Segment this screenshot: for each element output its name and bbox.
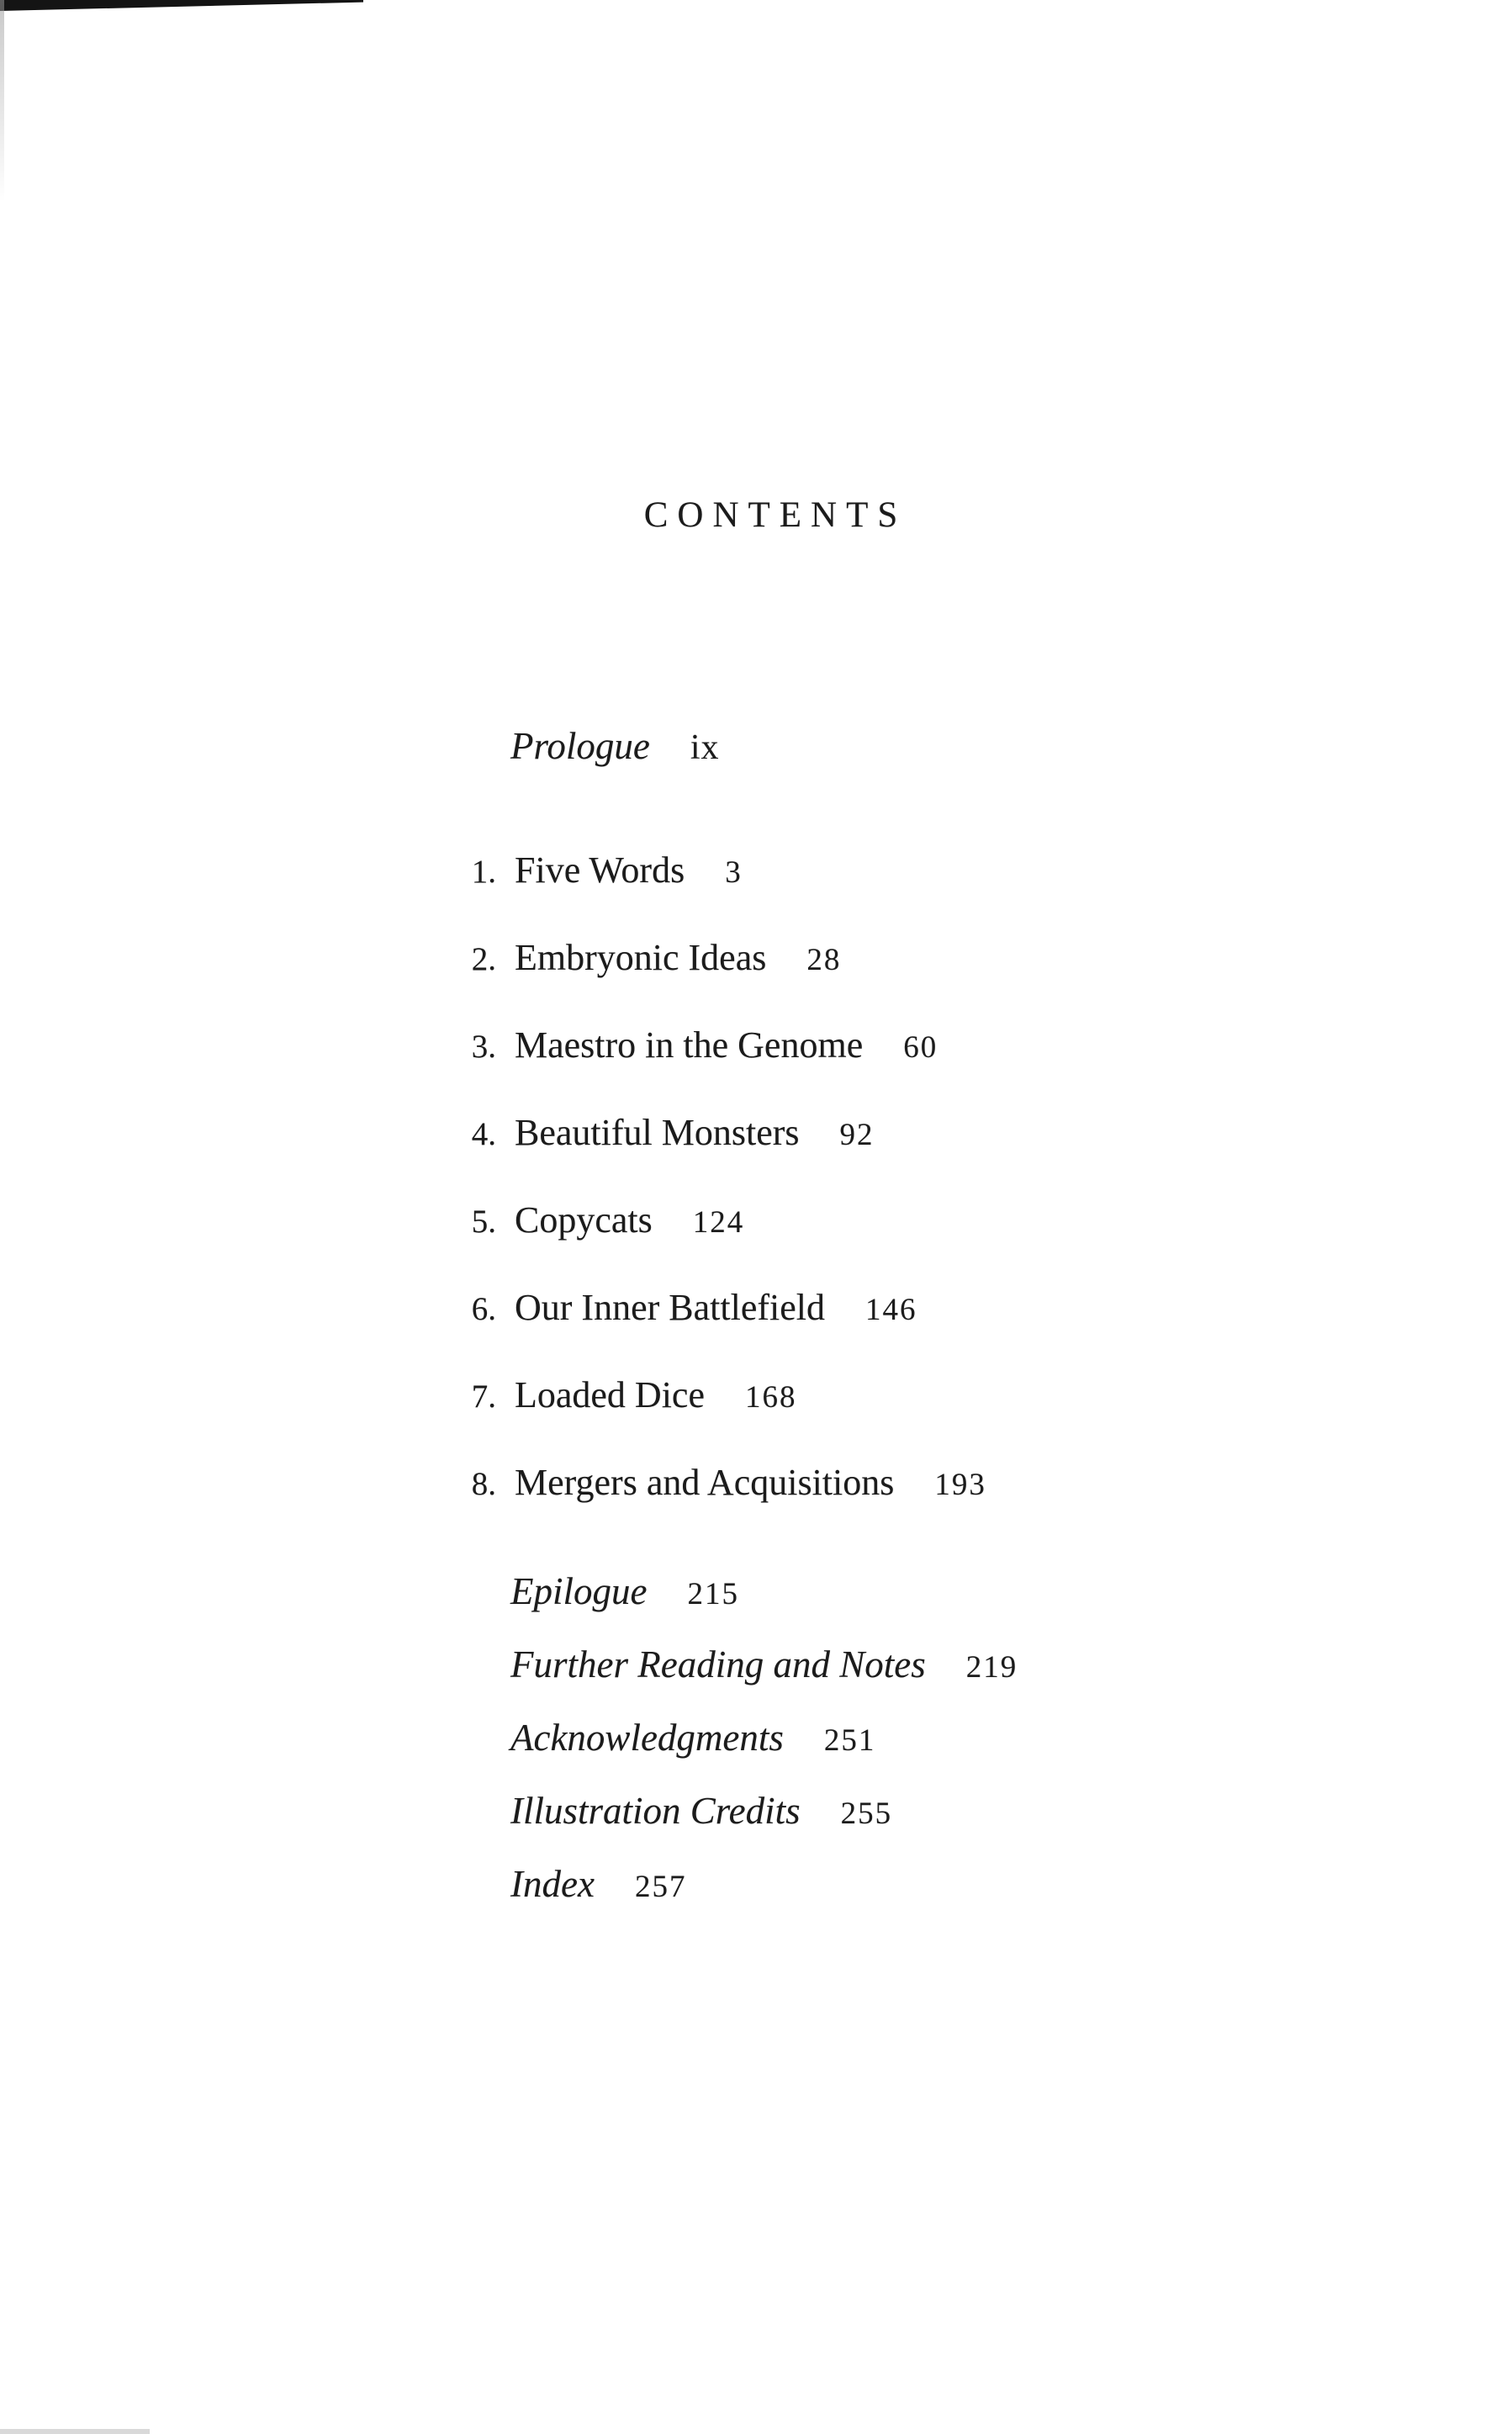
- toc-entry-chapter-5: [454, 1199, 745, 1241]
- toc-entry-epilogue: [510, 1570, 739, 1612]
- page-title: CONTENTS: [643, 495, 907, 535]
- toc-entry-chapter-1: [454, 849, 743, 891]
- toc-entry-page-number: ix: [690, 728, 720, 767]
- toc-entry-prologue: [510, 725, 720, 767]
- chapter-page-number: 3: [725, 855, 743, 890]
- chapter-number: 8.: [471, 1466, 496, 1502]
- toc-entry-page-number: 215: [687, 1577, 739, 1611]
- chapter-page-number: 124: [692, 1205, 745, 1240]
- toc-entry-index: [510, 1865, 686, 1903]
- chapter-title: Mergers and Acquisitions: [515, 1462, 895, 1503]
- toc-entry-label: Prologue: [510, 725, 650, 767]
- toc-entry-chapter-4: [454, 1114, 875, 1151]
- chapter-page-number: 92: [839, 1118, 875, 1152]
- chapter-number: 2.: [471, 941, 496, 977]
- toc-entry-label: Epilogue: [510, 1570, 648, 1612]
- scan-artifact-left-edge: [0, 0, 4, 202]
- toc-entry-chapter-3: [454, 1024, 938, 1066]
- chapter-number: 6.: [471, 1291, 496, 1327]
- toc-entry-further-reading: [510, 1643, 1018, 1685]
- toc-entry-label: Illustration Credits: [510, 1790, 801, 1832]
- chapter-title: Loaded Dice: [515, 1374, 705, 1415]
- chapter-page-number: 60: [903, 1030, 938, 1065]
- toc-entry-page-number: 257: [634, 1870, 687, 1904]
- toc-entry-chapter-2: [454, 939, 841, 976]
- chapter-page-number: 193: [934, 1468, 986, 1502]
- chapter-title: Maestro in the Genome: [515, 1024, 864, 1066]
- toc-entry-page-number: 255: [840, 1796, 893, 1831]
- chapter-number: 4.: [471, 1116, 496, 1152]
- chapter-number: 1.: [471, 854, 496, 890]
- chapter-page-number: 168: [745, 1380, 797, 1415]
- toc-entry-chapter-7: [454, 1374, 797, 1415]
- chapter-number: 7.: [471, 1378, 496, 1415]
- toc-entry-chapter-6: [454, 1289, 917, 1326]
- chapter-title: Beautiful Monsters: [515, 1112, 800, 1153]
- chapter-title: Our Inner Battlefield: [515, 1287, 825, 1328]
- toc-entry-label: Further Reading and Notes: [510, 1643, 926, 1685]
- chapter-page-number: 28: [806, 943, 842, 977]
- toc-entry-page-number: 251: [823, 1723, 876, 1758]
- scan-artifact-bottom-edge: [0, 2429, 150, 2434]
- chapter-number: 3.: [471, 1029, 496, 1065]
- chapter-title: Embryonic Ideas: [515, 937, 767, 978]
- scan-artifact-top-edge: [0, 0, 363, 11]
- chapter-page-number: 146: [864, 1293, 917, 1327]
- chapter-number: 5.: [471, 1204, 496, 1240]
- toc-entry-illustration-credits: [510, 1792, 892, 1830]
- toc-entry-label: Acknowledgments: [510, 1717, 784, 1759]
- toc-entry-chapter-8: [454, 1464, 986, 1501]
- toc-entry-page-number: 219: [965, 1650, 1018, 1685]
- toc-entry-label: Index: [510, 1863, 595, 1905]
- toc-entry-acknowledgments: [510, 1719, 875, 1757]
- chapter-title: Five Words: [515, 849, 685, 891]
- chapter-title: Copycats: [515, 1199, 653, 1241]
